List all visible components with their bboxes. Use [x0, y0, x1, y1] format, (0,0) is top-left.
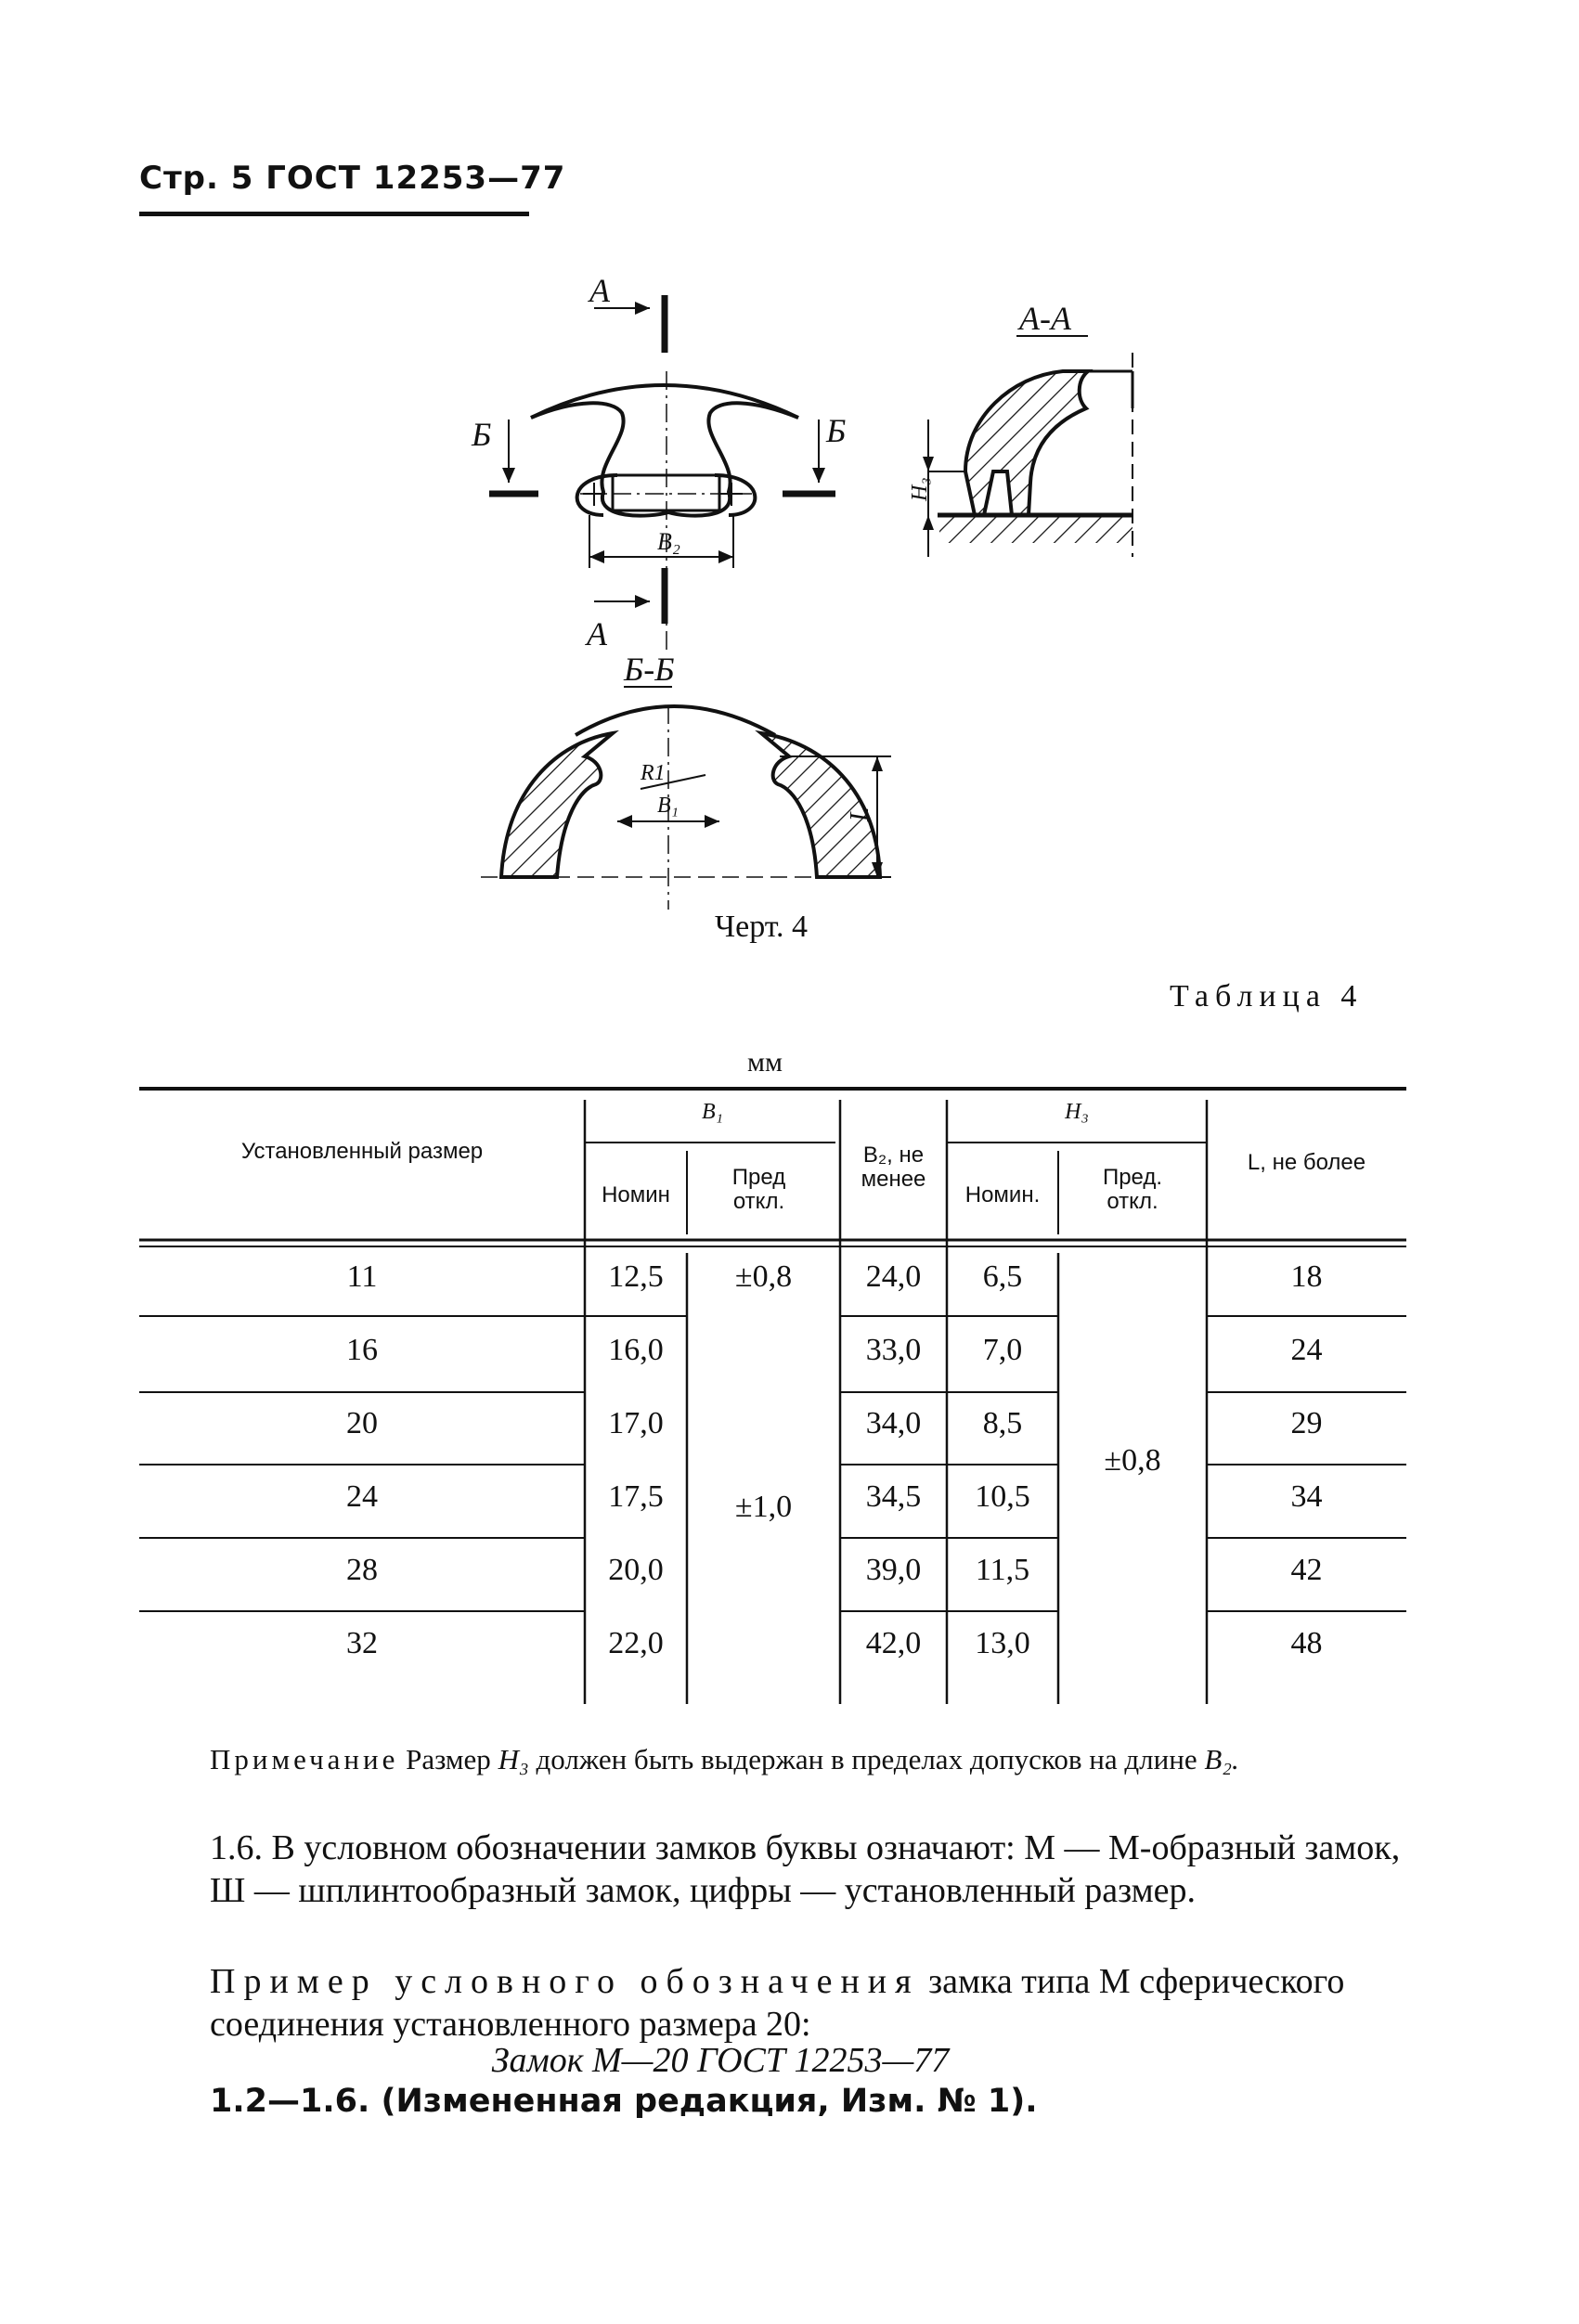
cell-h3-nom: 10,5 — [975, 1479, 1030, 1514]
cell-b1-tol-first: ±0,8 — [734, 1259, 793, 1294]
cell-l: 29 — [1290, 1406, 1323, 1440]
cell-b2: 34,5 — [865, 1479, 922, 1514]
cell-h3-nom: 6,5 — [982, 1259, 1023, 1294]
cell-b1-nom: 22,0 — [608, 1626, 664, 1660]
cell-b2: 24,0 — [865, 1259, 922, 1294]
cell-size: 16 — [346, 1333, 378, 1367]
th-b1-nom: Номин — [602, 1182, 670, 1207]
label-b-left: Б — [472, 416, 492, 453]
label-r1: R1 — [641, 761, 666, 785]
cell-h3-nom: 11,5 — [975, 1553, 1030, 1587]
cell-h3-nom: 7,0 — [982, 1333, 1023, 1367]
th-b2: B₂, не менее — [861, 1143, 926, 1192]
example-head-rest: замка типа М сферического соединения установленного размера 20: — [210, 1962, 1345, 2044]
note-h3: H₃ — [498, 1743, 529, 1775]
cell-b1-nom: 17,5 — [608, 1479, 664, 1514]
cell-b1-nom: 17,0 — [608, 1406, 664, 1440]
cell-size: 32 — [346, 1626, 378, 1660]
th-h3: H₃ — [1065, 1100, 1089, 1124]
cell-b2: 39,0 — [865, 1553, 922, 1587]
cell-l: 48 — [1290, 1626, 1323, 1660]
cell-l: 42 — [1290, 1553, 1323, 1587]
cell-size: 11 — [346, 1259, 378, 1294]
example-code: Замок М—20 ГОСТ 12253—77 — [491, 2041, 950, 2080]
label-a-bottom: А — [587, 615, 607, 652]
cell-size: 28 — [346, 1553, 378, 1587]
cell-b1-nom: 12,5 — [608, 1259, 664, 1294]
cell-h3-nom: 13,0 — [975, 1626, 1030, 1660]
label-a-top: А — [589, 272, 610, 309]
example-heading — [210, 1960, 1417, 2046]
table-note — [210, 1741, 1417, 1778]
note-text-b: должен быть выдержан в пределах допусков на длине — [536, 1743, 1197, 1775]
cell-l: 34 — [1290, 1479, 1323, 1514]
cell-h3-nom: 8,5 — [982, 1406, 1023, 1440]
table-unit: мм — [747, 1047, 783, 1078]
cell-b2: 42,0 — [865, 1626, 922, 1660]
cell-b2: 33,0 — [865, 1333, 922, 1367]
label-b2: B₂ — [657, 528, 680, 555]
cell-b1-tol-merged: ±1,0 — [734, 1490, 793, 1524]
page-header: Стр. 5 ГОСТ 12253—77 — [139, 160, 566, 197]
figure-caption: Черт. 4 — [715, 910, 809, 944]
table-caption: Таблица 4 — [1170, 979, 1364, 1014]
cell-h3-tol-merged: ±0,8 — [1104, 1443, 1161, 1478]
cell-l: 24 — [1290, 1333, 1323, 1367]
th-l: L, не более — [1247, 1150, 1366, 1175]
th-h3-tol: Пред. откл. — [1102, 1165, 1163, 1214]
note-label: Примечание — [210, 1743, 399, 1775]
cell-l: 18 — [1290, 1259, 1323, 1294]
example-head-spaced: Пример условного обозначения — [210, 1962, 920, 2001]
th-b1: B₁ — [701, 1100, 723, 1124]
cell-b1-nom: 20,0 — [608, 1553, 664, 1587]
clause-1-6: 1.6. В условном обозначении замков буквы означают: М — М-образный замок, Ш — шплинтообразный замок, цифры — установленный размер. — [210, 1828, 1401, 1910]
amendment-note: 1.2—1.6. (Измененная редакция, Изм. № 1). — [210, 2083, 1038, 2120]
cell-b2: 34,0 — [865, 1406, 922, 1440]
cell-b1-nom: 16,0 — [608, 1333, 664, 1367]
cell-size: 24 — [346, 1479, 378, 1514]
label-l: L — [846, 807, 874, 821]
th-h3-nom: Номин. — [964, 1182, 1041, 1207]
label-h3: H₃ — [908, 477, 932, 501]
label-b1: B₁ — [657, 794, 679, 818]
th-size: Установленный размер — [240, 1139, 484, 1164]
cell-size: 20 — [346, 1406, 378, 1440]
label-view-bb: Б-Б — [624, 651, 675, 688]
label-b-right: Б — [826, 412, 847, 449]
th-b1-tol: Пред откл. — [731, 1165, 786, 1214]
note-b2: B₂. — [1204, 1743, 1239, 1775]
label-view-aa: А-А — [1019, 300, 1071, 337]
note-text-a: Размер — [406, 1743, 491, 1775]
